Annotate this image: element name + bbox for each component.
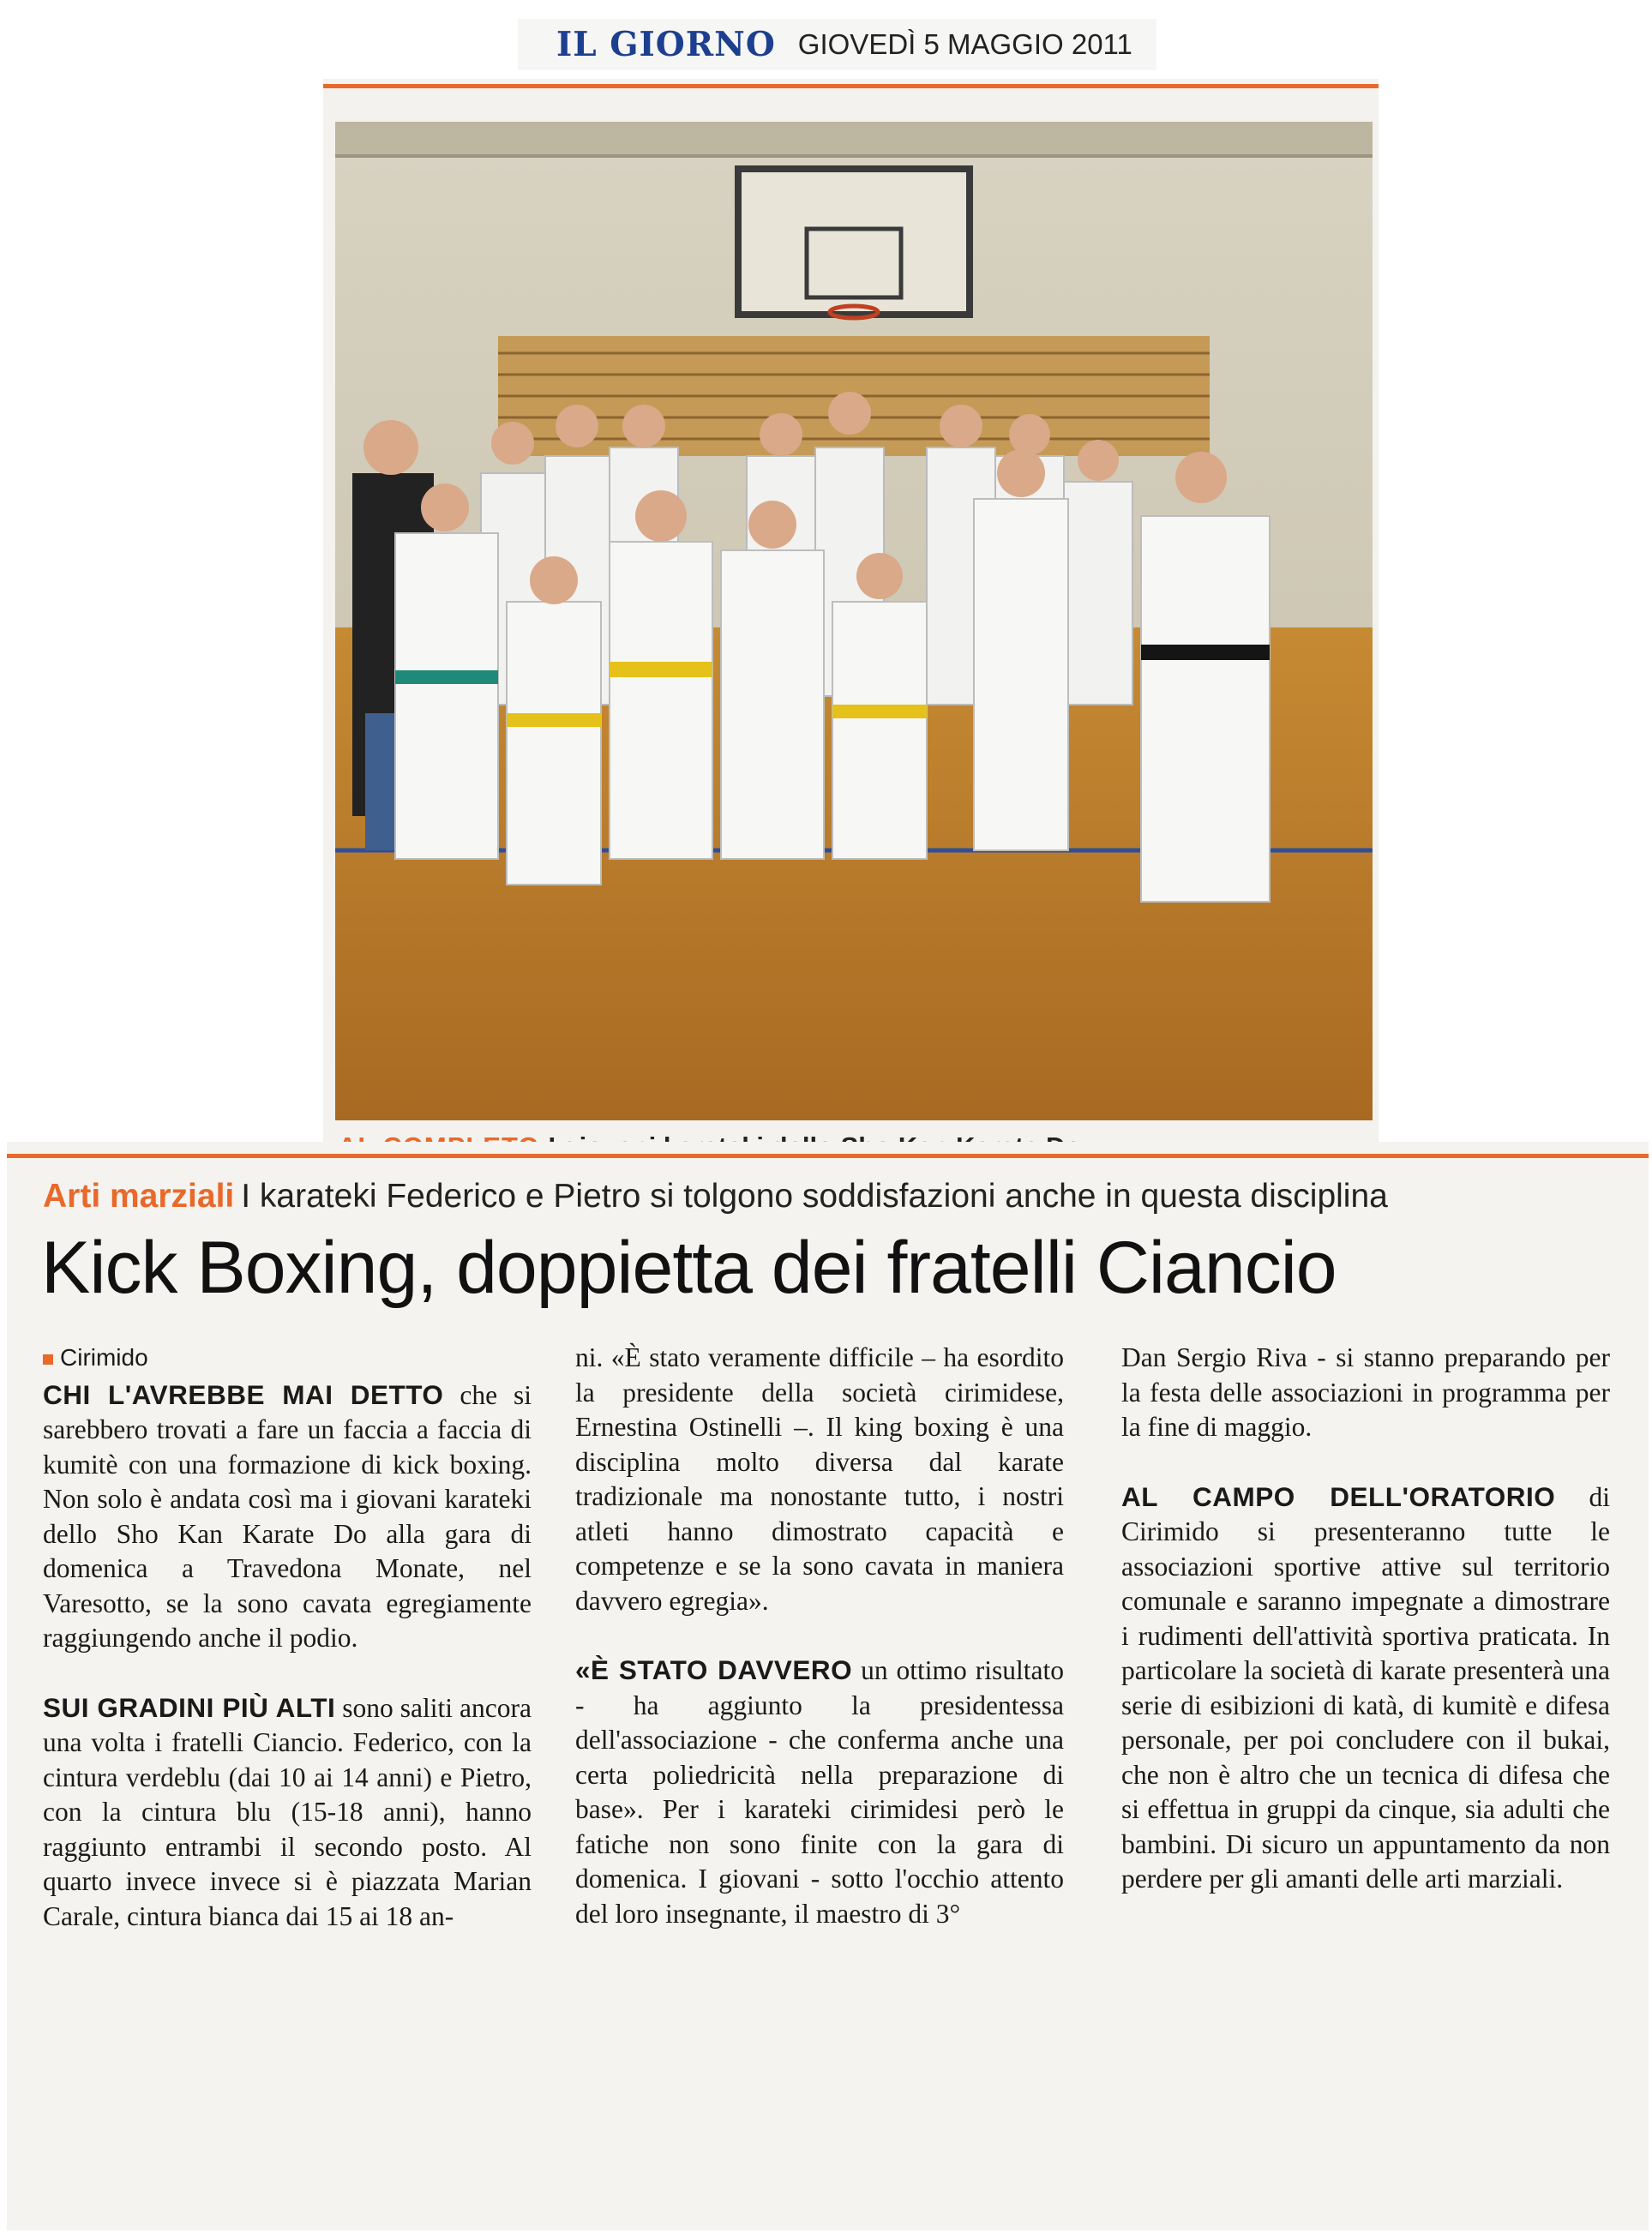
- paragraph: [43, 1690, 532, 1935]
- paragraph-lead: AL CAMPO DELL'ORATORIO: [1121, 1480, 1556, 1512]
- issue-date: GIOVEDÌ 5 MAGGIO 2011: [797, 28, 1132, 60]
- overline-text: I karateki Federico e Pietro si tolgono soddisfazioni anche in questa disciplina: [241, 1178, 1388, 1215]
- group-photo: [335, 122, 1373, 1120]
- dateline: [43, 1341, 532, 1376]
- article-clipping: [7, 1142, 1649, 2230]
- paragraph-text: che si sarebbero trovati a fare un faccia a faccia di kumitè con una formazione di kick boxing. Non solo è andata così ma i giovani karateki dello Sho Kan Karate Do alla gara di domenica a Travedona Monate, nel Varesotto, se la sono cavata egregiamente raggiungendo anche il podio.: [43, 1379, 532, 1653]
- paragraph: [43, 1378, 532, 1656]
- dateline-place: Cirimido: [60, 1344, 148, 1371]
- paragraph-lead: «È STATO DAVVERO: [575, 1654, 853, 1685]
- article-column-1: [43, 1341, 532, 1934]
- paragraph: [575, 1653, 1064, 1931]
- overline-kicker: Arti marziali: [43, 1178, 235, 1215]
- paragraph: [1121, 1480, 1610, 1897]
- accent-rule: [323, 84, 1379, 88]
- paragraph: [1121, 1341, 1610, 1445]
- newspaper-logo: IL GIORNO: [556, 25, 776, 64]
- paragraph-lead: CHI L'AVREBBE MAI DETTO: [43, 1378, 444, 1410]
- photo-clipping: [323, 79, 1379, 1150]
- square-bullet-icon: [43, 1354, 53, 1365]
- accent-rule: [7, 1154, 1649, 1158]
- paragraph-text: un ottimo risultato - ha aggiunto la presidentessa dell'associazione - che conferma anche una certa poliedricità nella preparazione di base». Per i karateki cirimidesi però le fatiche non sono finite con la gara di domenica. I giovani - sotto l'occhio attento del loro insegnante, il maestro di 3°: [575, 1655, 1064, 1929]
- paragraph-text: sono saliti ancora una volta i fratelli Ciancio. Federico, con la cintura verdeblu (dai 10 ai 14 anni) e Pietro, con la cintura blu (15-18 anni), hanno raggiunto entrambi il secondo posto. Al quarto invece invece si è piazzata Marian Carale, cintura bianca dai 15 ai 18 an-: [43, 1692, 532, 1931]
- paragraph-lead: SUI GRADINI PIÙ ALTI: [43, 1691, 336, 1723]
- paragraph-text: di Cirimido si presenteranno tutte le associazioni sportive attive sul territorio comunale e saranno impegnate a dimostrare i rudimenti dell'attività sportiva praticata. In particolare la società di karate presenterà una serie di esibizioni di katà, di kumitè e difesa personale, per poi concludere con il bukai, che non è altro che un tecnica di difesa che si effettua in gruppi da cinque, sia adulti che bambini. Di sicuro un appuntamento da non perdere per gli amanti delle arti marziali.: [1121, 1481, 1611, 1894]
- paragraph-text: ni. «È stato veramente difficile – ha esordito la presidente della società cirimidese, Ernestina Ostinelli –. Il king boxing è una disciplina molto diversa dal karate tradizionale ma nonostante tutto, i nostri atleti hanno dimostrato capacità e competenze e se la sono cavata in maniera davvero egregia».: [575, 1342, 1064, 1616]
- karate-group-photo-illustration: [335, 122, 1373, 1120]
- article-column-3: [1121, 1341, 1610, 1897]
- article-headline: Kick Boxing, doppietta dei fratelli Ciancio: [41, 1227, 1337, 1309]
- article-overline: [43, 1178, 1388, 1216]
- newspaper-masthead: [518, 19, 1156, 70]
- article-column-2: [575, 1341, 1064, 1931]
- paragraph: [575, 1341, 1064, 1618]
- paragraph-text: Dan Sergio Riva - si stanno preparando per la festa delle associazioni in programma per la fine di maggio.: [1121, 1342, 1610, 1442]
